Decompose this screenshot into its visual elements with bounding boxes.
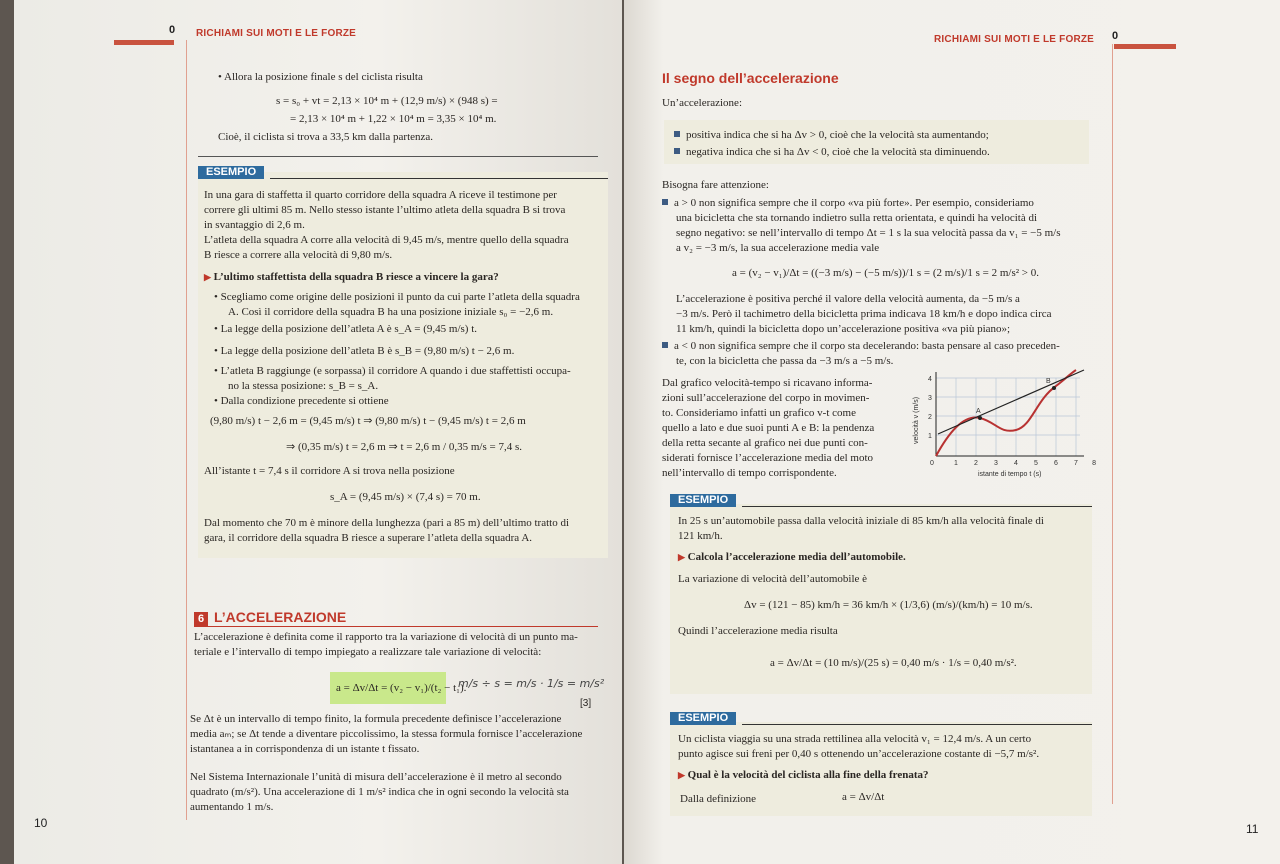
example-bullet: • La legge della posizione dell’atleta A è s_A = (9,45 m/s) t. bbox=[214, 323, 477, 335]
section-heading: 6 L’ACCELERAZIONE bbox=[194, 609, 346, 626]
example-eq: a = Δv/Δt bbox=[842, 791, 885, 803]
definition-text: teriale e l’intervallo di tempo impiegato a realizzare tale variazione di velocità: bbox=[194, 646, 542, 658]
example-text: L’atleta della squadra A corre alla velocità di 9,45 m/s, mentre quello della squadra bbox=[204, 234, 569, 246]
example-question: ▶ L’ultimo staffettista della squadra B riesce a vincere la gara? bbox=[204, 271, 499, 283]
header-chapter-number: 0 bbox=[1112, 30, 1119, 42]
triangle-icon: ▶ bbox=[678, 770, 685, 780]
example-text: La variazione di velocità dell’automobile è bbox=[678, 573, 868, 585]
page-number-left: 10 bbox=[34, 816, 48, 830]
x-tick: 4 bbox=[1014, 460, 1018, 467]
x-tick: 8 bbox=[1092, 460, 1096, 467]
x-tick: 6 bbox=[1054, 460, 1058, 467]
point-b-marker bbox=[1052, 386, 1056, 390]
body-text: a < 0 non significa sempre che il corpo sta decelerando: basta pensare al caso preceden- bbox=[662, 339, 1060, 354]
body-text: L’accelerazione è positiva perché il valore della velocità aumenta, da −5 m/s a bbox=[676, 293, 1020, 305]
x-tick: 0 bbox=[930, 460, 934, 467]
intro-eq2: = 2,13 × 10⁴ m + 1,22 × 10⁴ m = 3,35 × 10⁴ m. bbox=[290, 113, 497, 125]
body-text: Bisogna fare attenzione: bbox=[662, 179, 769, 191]
example-text: All’istante t = 7,4 s il corridore A si trova nella posizione bbox=[204, 465, 455, 477]
example-eq: a = Δv/Δt = (10 m/s)/(25 s) = 0,40 m/s · 1/s = 0,40 m/s². bbox=[770, 657, 1017, 669]
x-tick: 5 bbox=[1034, 460, 1038, 467]
bike-formula: a = (v₂ − v₁)/Δt = ((−3 m/s) − (−5 m/s))/1 s = (2 m/s)/1 s = 2 m/s² > 0. bbox=[732, 267, 1039, 279]
example-question: ▶ Qual è la velocità del ciclista alla fine della frenata? bbox=[678, 769, 929, 781]
x-tick: 1 bbox=[954, 460, 958, 467]
example-text: A. Così il corridore della squadra B ha una posizione iniziale s₀ = −2,6 m. bbox=[228, 306, 554, 318]
body-text: nell’intervallo di tempo corrispondente. bbox=[662, 467, 837, 479]
margin-line bbox=[1112, 44, 1113, 804]
body-text: segno negativo: se nell’intervallo di tempo Δt = 1 s la sua velocità passa da v₁ = −5 m/s bbox=[676, 227, 1061, 239]
y-tick: 2 bbox=[928, 414, 932, 421]
x-tick: 3 bbox=[994, 460, 998, 467]
sign-positive: positiva indica che si ha Δv > 0, cioè che la velocità sta aumentando; bbox=[674, 128, 989, 143]
body-text: −3 m/s. Però il tachimetro della bicicletta prima indicava 18 km/h e dopo indica circa bbox=[676, 308, 1052, 320]
triangle-icon: ▶ bbox=[678, 552, 685, 562]
divider bbox=[198, 156, 598, 157]
example-label: ESEMPIO bbox=[670, 494, 736, 507]
example-question: ▶ Calcola l’accelerazione media dell’automobile. bbox=[678, 551, 906, 563]
x-tick: 7 bbox=[1074, 460, 1078, 467]
intro-bullet: • Allora la posizione finale s del ciclista risulta bbox=[218, 71, 423, 83]
body-text: quadrato (m/s²). Una accelerazione di 1 m/s² indica che in ogni secondo la velocità sta bbox=[190, 786, 569, 798]
header-bar bbox=[1114, 44, 1176, 49]
body-text: te, con la bicicletta che passa da −3 m/s a −5 m/s. bbox=[676, 355, 894, 367]
body-text: siderati fornisce l’accelerazione media del moto bbox=[662, 452, 874, 464]
square-bullet-icon bbox=[662, 342, 668, 348]
square-bullet-icon bbox=[662, 199, 668, 205]
page-number-right: 11 bbox=[1246, 822, 1259, 836]
body-text: quello a lato e due suoi punti A e B: la pendenza bbox=[662, 422, 875, 434]
header-chapter-title: RICHIAMI SUI MOTI E LE FORZE bbox=[196, 28, 357, 39]
section-number: 6 bbox=[194, 612, 208, 626]
header-chapter-number: 0 bbox=[169, 24, 176, 36]
example-text: Dalla definizione bbox=[680, 793, 757, 805]
point-a-marker bbox=[978, 416, 982, 420]
equation-number: [3] bbox=[580, 698, 592, 709]
example-label: ESEMPIO bbox=[198, 166, 264, 179]
body-text: della retta secante al grafico nei due punti con- bbox=[662, 437, 868, 449]
header-chapter-title: RICHIAMI SUI MOTI E LE FORZE bbox=[934, 34, 1095, 45]
example-text: 121 km/h. bbox=[678, 530, 723, 542]
example-bullet: • Scegliamo come origine delle posizioni il punto da cui parte l’atleta della squadra bbox=[214, 291, 580, 303]
example-text: punto agisce sui freni per 0,40 s ottenendo un’accelerazione costante di −5,7 m/s². bbox=[678, 748, 1040, 760]
intro-conclusion: Cioè, il ciclista si trova a 33,5 km dalla partenza. bbox=[218, 131, 434, 143]
header-bar bbox=[114, 40, 174, 45]
y-axis-label: velocità v (m/s) bbox=[913, 396, 920, 444]
body-text: media aₘ; se Δt tende a diventare piccolissimo, la stessa formula fornisce l’accelerazione bbox=[190, 728, 583, 740]
sign-negative: negativa indica che si ha Δv < 0, cioè che la velocità sta diminuendo. bbox=[674, 145, 990, 160]
example-label: ESEMPIO bbox=[670, 712, 736, 725]
example-text: Quindi l’accelerazione media risulta bbox=[678, 625, 838, 637]
point-b-label: B bbox=[1046, 378, 1051, 385]
example-text: no la stessa posizione: s_B = s_A. bbox=[228, 380, 379, 392]
handwritten-note: m/s ÷ s = m/s · 1/s = m/s² bbox=[458, 677, 605, 690]
definition-text: L’accelerazione è definita come il rapporto tra la variazione di velocità di un punto ma- bbox=[194, 631, 578, 643]
secant-line bbox=[938, 370, 1084, 434]
example-eq: (9,80 m/s) t − 2,6 m = (9,45 m/s) t ⇒ (9,80 m/s) t − (9,45 m/s) t = 2,6 m bbox=[210, 415, 526, 427]
body-text: a v₂ = −3 m/s, la sua accelerazione media vale bbox=[676, 242, 880, 254]
example-eq: Δv = (121 − 85) km/h = 36 km/h × (1/3,6) (m/s)/(km/h) = 10 m/s. bbox=[744, 599, 1033, 611]
point-a-label: A bbox=[976, 408, 981, 415]
example-text: B riesce a correre alla velocità di 9,80 m/s. bbox=[204, 249, 393, 261]
body-text: Un’accelerazione: bbox=[662, 97, 742, 109]
example-rule bbox=[742, 724, 1092, 725]
example-text: Dal momento che 70 m è minore della lunghezza (pari a 85 m) dell’ultimo tratto di bbox=[204, 517, 570, 529]
square-bullet-icon bbox=[674, 148, 680, 154]
example-eq: s_A = (9,45 m/s) × (7,4 s) = 70 m. bbox=[330, 491, 481, 503]
example-text: In 25 s un’automobile passa dalla velocità iniziale di 85 km/h alla velocità finale di bbox=[678, 515, 1044, 527]
intro-eq1: s = s₀ + vt = 2,13 × 10⁴ m + (12,9 m/s) × (948 s) = bbox=[276, 95, 498, 107]
example-text: gara, il corridore della squadra B riesce a superare l’atleta della squadra A. bbox=[204, 532, 533, 544]
y-tick: 3 bbox=[928, 395, 932, 402]
body-text: a > 0 non significa sempre che il corpo «va più forte». Per esempio, consideriamo bbox=[662, 196, 1034, 211]
example-rule bbox=[742, 506, 1092, 507]
x-axis-label: istante di tempo t (s) bbox=[978, 471, 1042, 478]
body-text: aumentando 1 m/s. bbox=[190, 801, 274, 813]
body-text: Nel Sistema Internazionale l’unità di misura dell’accelerazione è il metro al secondo bbox=[190, 771, 562, 783]
acceleration-formula: a = Δv/Δt = (v₂ − v₁)/(t₂ − t₁). bbox=[336, 682, 467, 694]
example-bullet: • L’atleta B raggiunge (e sorpassa) il corridore A quando i due staffettisti occupa- bbox=[214, 365, 571, 377]
velocity-time-graph bbox=[908, 364, 1098, 484]
left-page bbox=[14, 0, 622, 864]
body-text: 11 km/h, quindi la bicicletta dopo un’accelerazione positiva «va più piano»; bbox=[676, 323, 1011, 335]
section-subtitle: Il segno dell’accelerazione bbox=[662, 70, 839, 86]
body-text: zioni sull’accelerazione del corpo in movimen- bbox=[662, 392, 870, 404]
example-text: in svantaggio di 2,6 m. bbox=[204, 219, 305, 231]
example-text: In una gara di staffetta il quarto corridore della squadra A riceve il testimone per bbox=[204, 189, 557, 201]
y-tick: 1 bbox=[928, 433, 932, 440]
example-text: Un ciclista viaggia su una strada rettilinea alla velocità v₁ = 12,4 m/s. A un certo bbox=[678, 733, 1032, 745]
body-text: una bicicletta che sta tornando indietro sulla retta orientata, e quindi ha velocità di bbox=[676, 212, 1038, 224]
example-bullet: • La legge della posizione dell’atleta B è s_B = (9,80 m/s) t − 2,6 m. bbox=[214, 345, 515, 357]
body-text: to. Consideriamo infatti un grafico v-t come bbox=[662, 407, 856, 419]
section-rule bbox=[194, 626, 598, 627]
body-text: istantanea a in corrispondenza di un istante t fissato. bbox=[190, 743, 420, 755]
example-bullet: • Dalla condizione precedente si ottiene bbox=[214, 395, 389, 407]
body-text: Se Δt è un intervallo di tempo finito, la formula precedente definisce l’accelerazione bbox=[190, 713, 562, 725]
margin-line bbox=[186, 40, 187, 820]
body-text: Dal grafico velocità-tempo si ricavano informa- bbox=[662, 377, 873, 389]
example-rule bbox=[270, 178, 608, 179]
square-bullet-icon bbox=[674, 131, 680, 137]
right-page bbox=[624, 0, 1280, 864]
example-text: correre gli ultimi 85 m. Nello stesso istante l’ultimo atleta della squadra B si trova bbox=[204, 204, 566, 216]
example-eq: ⇒ (0,35 m/s) t = 2,6 m ⇒ t = 2,6 m / 0,35 m/s = 7,4 s. bbox=[286, 441, 522, 453]
triangle-icon: ▶ bbox=[204, 272, 211, 282]
x-tick: 2 bbox=[974, 460, 978, 467]
y-tick: 4 bbox=[928, 376, 932, 383]
